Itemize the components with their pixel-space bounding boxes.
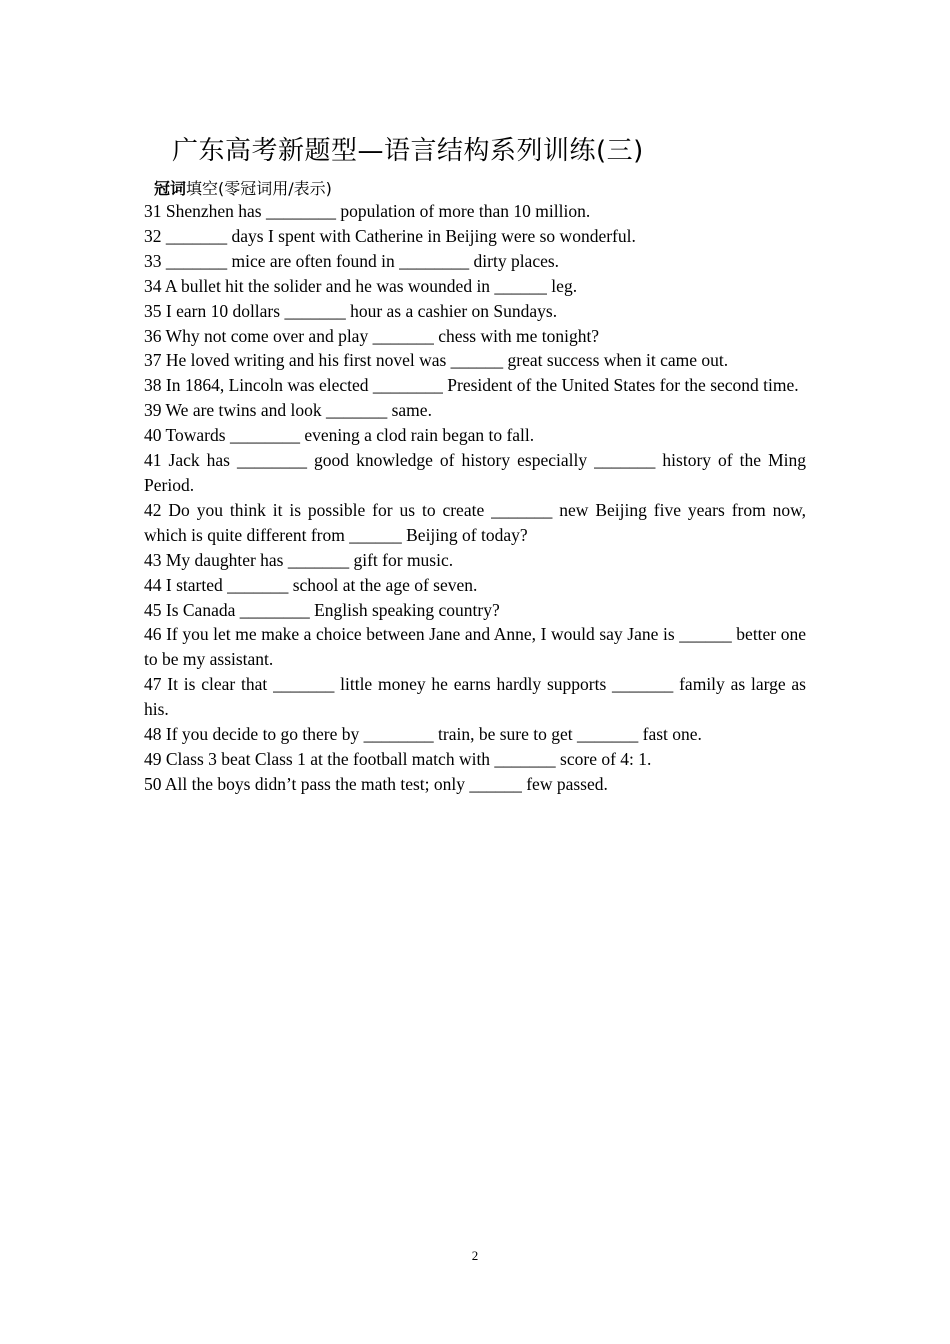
question-item: 45 Is Canada ________ English speaking country? xyxy=(144,599,500,620)
question-item: 50 All the boys didn’t pass the math test; only ______ few passed. xyxy=(144,773,608,794)
question-item: 49 Class 3 beat Class 1 at the football match with _______ score of 4: 1. xyxy=(144,748,652,769)
question-item: 38 In 1864, Lincoln was elected ________ President of the United States for the second time. xyxy=(144,375,799,396)
question-item: 42 Do you think it is possible for us to create _______ new Beijing five years from now, which is quite different from ______ Beijing of today? xyxy=(144,499,806,545)
subtitle-instruction: 填空(零冠词用/表示) xyxy=(186,179,332,198)
question-item: 34 A bullet hit the solider and he was wounded in ______ leg. xyxy=(144,275,578,296)
question-item: 41 Jack has ________ good knowledge of history especially _______ history of the Ming Period. xyxy=(144,450,806,495)
question-item: 31 Shenzhen has ________ population of more than 10 million. xyxy=(144,201,591,221)
question-item: 37 He loved writing and his first novel was ______ great success when it came out. xyxy=(144,350,729,371)
question-item: 44 I started _______ school at the age of seven. xyxy=(144,574,478,595)
question-list xyxy=(144,199,806,797)
question-item: 46 If you let me make a choice between Jane and Anne, I would say Jane is ______ better one to be my assistant. xyxy=(144,624,806,670)
question-item: 40 Towards ________ evening a clod rain began to fall. xyxy=(144,425,535,446)
question-item: 32 _______ days I spent with Catherine in Beijing were so wonderful. xyxy=(144,225,636,246)
page-title: 广东高考新题型—语言结构系列训练(三) xyxy=(172,136,644,166)
page-number: 2 xyxy=(471,1248,479,1263)
question-item: 33 _______ mice are often found in ________ dirty places. xyxy=(144,250,560,271)
question-item: 47 It is clear that _______ little money he earns hardly supports _______ family as large as his. xyxy=(144,674,806,720)
question-item: 39 We are twins and look _______ same. xyxy=(144,400,432,421)
question-item: 36 Why not come over and play _______ chess with me tonight? xyxy=(144,325,600,346)
question-item: 35 I earn 10 dollars _______ hour as a cashier on Sundays. xyxy=(144,300,558,321)
question-item: 48 If you decide to go there by ________ train, be sure to get _______ fast one. xyxy=(144,724,702,745)
section-subtitle xyxy=(154,176,332,199)
subtitle-topic: 冠词 xyxy=(154,179,187,198)
question-item: 43 My daughter has _______ gift for music. xyxy=(144,549,454,570)
